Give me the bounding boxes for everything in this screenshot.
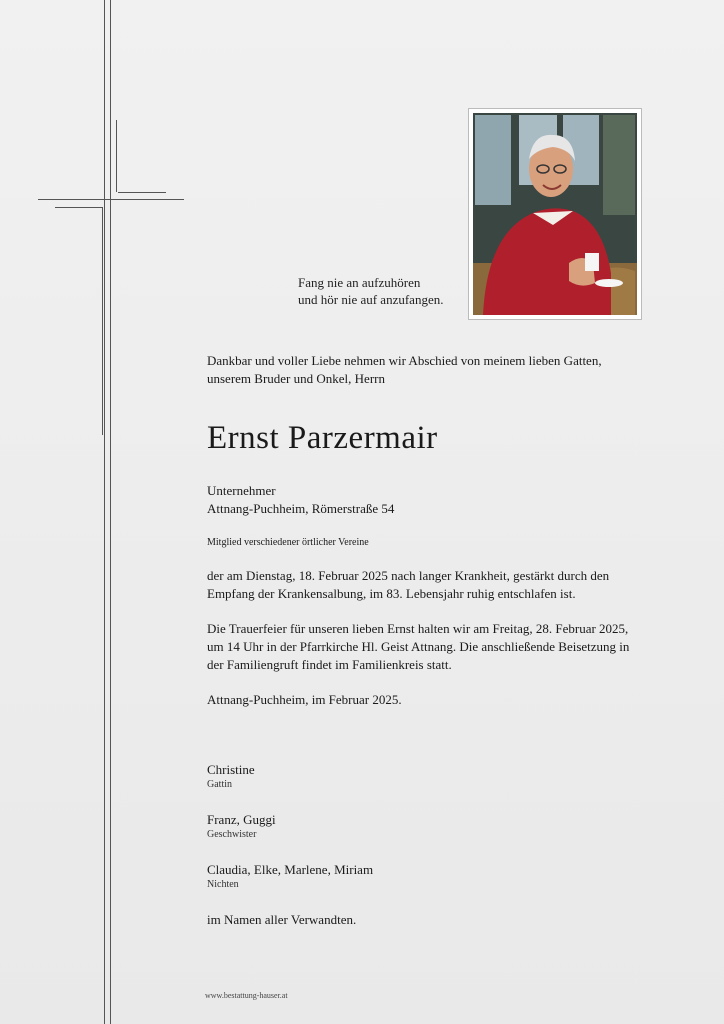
deceased-occupation: Unternehmer [207,483,276,498]
portrait-photo [468,108,642,320]
mourner-name: Franz, Guggi [207,812,276,827]
service-line-2: um 14 Uhr in der Pfarrkirche Hl. Geist Attnang. Die anschließende Beisetzung in [207,639,630,654]
service-line-1: Die Trauerfeier für unseren lieben Ernst halten wir am Freitag, 28. Februar 2025, [207,621,629,636]
service-line-3: der Familiengruft findet im Familienkreis statt. [207,657,452,672]
death-notice-line-1: der am Dienstag, 18. Februar 2025 nach langer Krankheit, gestärkt durch den [207,568,610,583]
place-date: Attnang-Puchheim, im Februar 2025. [207,692,402,707]
deceased-address: Attnang-Puchheim, Römerstraße 54 [207,501,395,516]
mourner-1 [207,762,640,791]
portrait-illustration [473,113,637,315]
death-notice [207,567,640,603]
intro-line-2: unserem Bruder und Onkel, Herrn [207,371,385,386]
deceased-details [207,482,640,518]
mourner-3 [207,862,640,891]
intro-line-1: Dankbar und voller Liebe nehmen wir Abschied von meinem lieben Gatten, [207,353,602,368]
motto-line-1: Fang nie an aufzuhören [298,275,421,290]
motto [298,274,458,308]
mourner-2 [207,812,640,841]
closing-line: im Namen aller Verwandten. [207,912,357,927]
mourner-name: Christine [207,762,255,777]
mourner-role: Gattin [207,779,232,790]
death-notice-line-2: Empfang der Krankensalbung, im 83. Lebensjahr ruhig entschlafen ist. [207,586,576,601]
deceased-name: Ernst Parzermair [207,420,438,456]
mourner-name: Claudia, Elke, Marlene, Miriam [207,862,374,877]
motto-line-2: und hör nie auf anzufangen. [298,292,444,307]
mourner-role: Nichten [207,879,239,890]
mourner-role: Geschwister [207,829,257,840]
service-notice [207,620,640,674]
deceased-membership: Mitglied verschiedener örtlicher Vereine [207,537,369,548]
website-footer: www.bestattung-hauser.at [205,991,288,1000]
intro-paragraph [207,352,640,388]
